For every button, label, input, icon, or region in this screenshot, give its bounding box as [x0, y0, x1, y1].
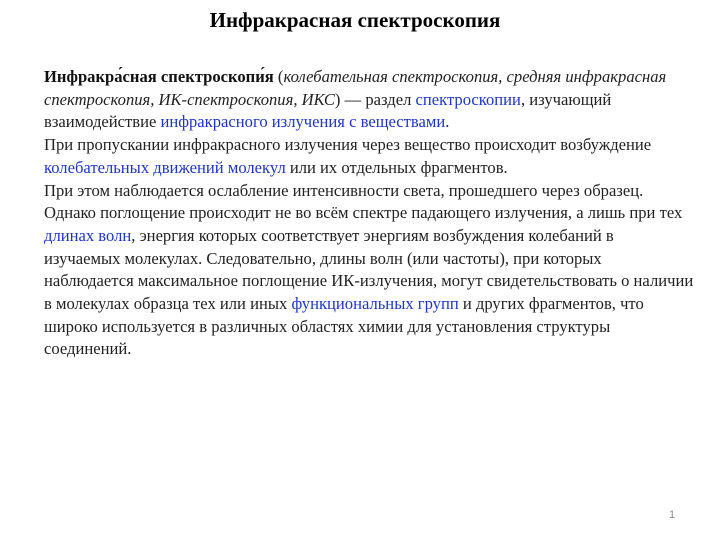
link-functional-groups[interactable]: функциональных групп: [291, 294, 459, 314]
text-segment: , энергия которых соответствует энергиям возбуждения колебаний в изучаемых молекулах. Следовательно, длины волн (или частоты), при которых наблюдается максимальное поглощение ИК-излучения, могут свидетельствовать о наличии в молекулах образца тех или иных: [44, 225, 694, 314]
text-segment: (: [273, 67, 284, 86]
synonyms-italic: колебательная спектроскопия, средняя инфракрасная спектроскопия, ИК-спектроскопия, ИКС: [44, 67, 667, 109]
link-wavelengths[interactable]: длинах волн: [44, 225, 132, 245]
text-segment: .: [445, 112, 450, 132]
text-segment: или их отдельных фрагментов.: [285, 157, 508, 177]
paragraph-absorption: [44, 180, 694, 362]
link-spectroscopy[interactable]: спектроскопии: [415, 89, 521, 109]
page-number: 1: [669, 509, 676, 521]
slide-body: [44, 66, 694, 361]
link-substances[interactable]: веществами: [360, 112, 446, 132]
text-segment: ) — раздел: [334, 89, 416, 109]
slide-title: Инфракрасная спектроскопия: [209, 8, 501, 32]
text-segment: При этом наблюдается ослабление интенсивности света, прошедшего через образец. Однако поглощение происходит не во всём спектре падающего излучения, а лишь при тех: [44, 180, 683, 223]
text-segment: и других фрагментов, что широко используется в различных областях химии для установления структуры соединений.: [44, 294, 644, 359]
text-segment: , изучающий взаимодействие: [44, 89, 612, 132]
text-segment: При пропускании инфракрасного излучения через вещество происходит возбуждение: [44, 135, 652, 155]
link-infrared-radiation[interactable]: инфракрасного излучения: [160, 112, 345, 132]
paragraph-excitation: [44, 134, 694, 179]
term-bold: Инфракра́сная спектроскопи́я: [44, 67, 274, 86]
link-with[interactable]: с: [349, 112, 357, 132]
paragraph-definition: [44, 66, 694, 134]
link-molecular-vibrations[interactable]: колебательных движений молекул: [44, 157, 286, 177]
